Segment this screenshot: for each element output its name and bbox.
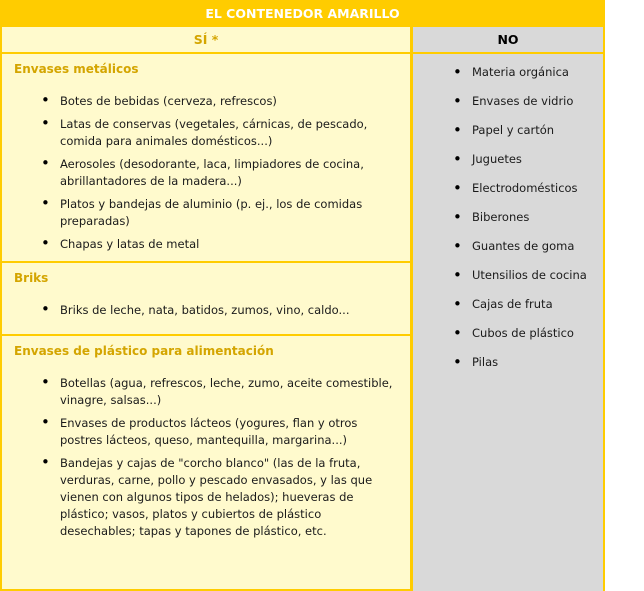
- list-item: • Botellas (agua, refrescos, leche, zumo, aceite comestible, vinagre, salsas...): [60, 375, 400, 409]
- list-item: • Cajas de fruta: [472, 290, 595, 319]
- yes-list-briks: [14, 302, 400, 319]
- list-item: • Latas de conservas (vegetales, cárnicas, de pescado, comida para animales domésticos...): [60, 116, 400, 150]
- list-item: • Biberones: [472, 203, 595, 232]
- list-item: • Utensilios de cocina: [472, 261, 595, 290]
- list-item: • Platos y bandejas de aluminio (p. ej., los de comidas preparadas): [60, 196, 400, 230]
- yes-column-header: [2, 27, 413, 52]
- list-item: • Chapas y latas de metal: [60, 236, 400, 253]
- list-item: • Papel y cartón: [472, 116, 595, 145]
- list-item: • Cubos de plástico: [472, 319, 595, 348]
- section-heading: Envases metálicos: [14, 62, 139, 76]
- yes-column: [2, 54, 413, 591]
- section-briks: [2, 263, 410, 336]
- column-headers: [2, 27, 603, 54]
- no-list: [413, 54, 603, 377]
- list-item: • Juguetes: [472, 145, 595, 174]
- table-title-bar: [2, 0, 603, 27]
- list-item: • Aerosoles (desodorante, laca, limpiadores de cocina, abrillantadores de la madera...): [60, 156, 400, 190]
- yes-list-metal: [14, 93, 400, 253]
- list-item: • Guantes de goma: [472, 232, 595, 261]
- page-title: EL CONTENEDOR AMARILLO: [205, 6, 400, 21]
- section-envases-metalicos: [2, 54, 410, 263]
- section-heading: Envases de plástico para alimentación: [14, 344, 274, 358]
- list-item: • Botes de bebidas (cerveza, refrescos): [60, 93, 400, 110]
- section-envases-plastico: [2, 336, 410, 591]
- list-item: • Envases de vidrio: [472, 87, 595, 116]
- list-item: • Materia orgánica: [472, 58, 595, 87]
- no-column-label: NO: [497, 32, 519, 47]
- no-column-header: [413, 27, 603, 52]
- list-item: • Briks de leche, nata, batidos, zumos, vino, caldo...: [60, 302, 400, 319]
- list-item: • Electrodomésticos: [472, 174, 595, 203]
- list-item: • Bandejas y cajas de "corcho blanco" (las de la fruta, verduras, carne, pollo y pescado envasados, y las que vienen con algunos tipos de helados); hueveras de plástico; vasos, platos y cubiertos de plástico desechables; tapas y tapones de plástico, etc.: [60, 455, 400, 540]
- no-column: [413, 54, 603, 591]
- yes-column-label: SÍ *: [193, 32, 219, 47]
- section-heading: Briks: [14, 271, 49, 285]
- table-body: [2, 54, 603, 591]
- yes-list-plastico: [14, 375, 400, 540]
- list-item: • Pilas: [472, 348, 595, 377]
- list-item: • Envases de productos lácteos (yogures, flan y otros postres lácteos, queso, mantequilla, margarina...): [60, 415, 400, 449]
